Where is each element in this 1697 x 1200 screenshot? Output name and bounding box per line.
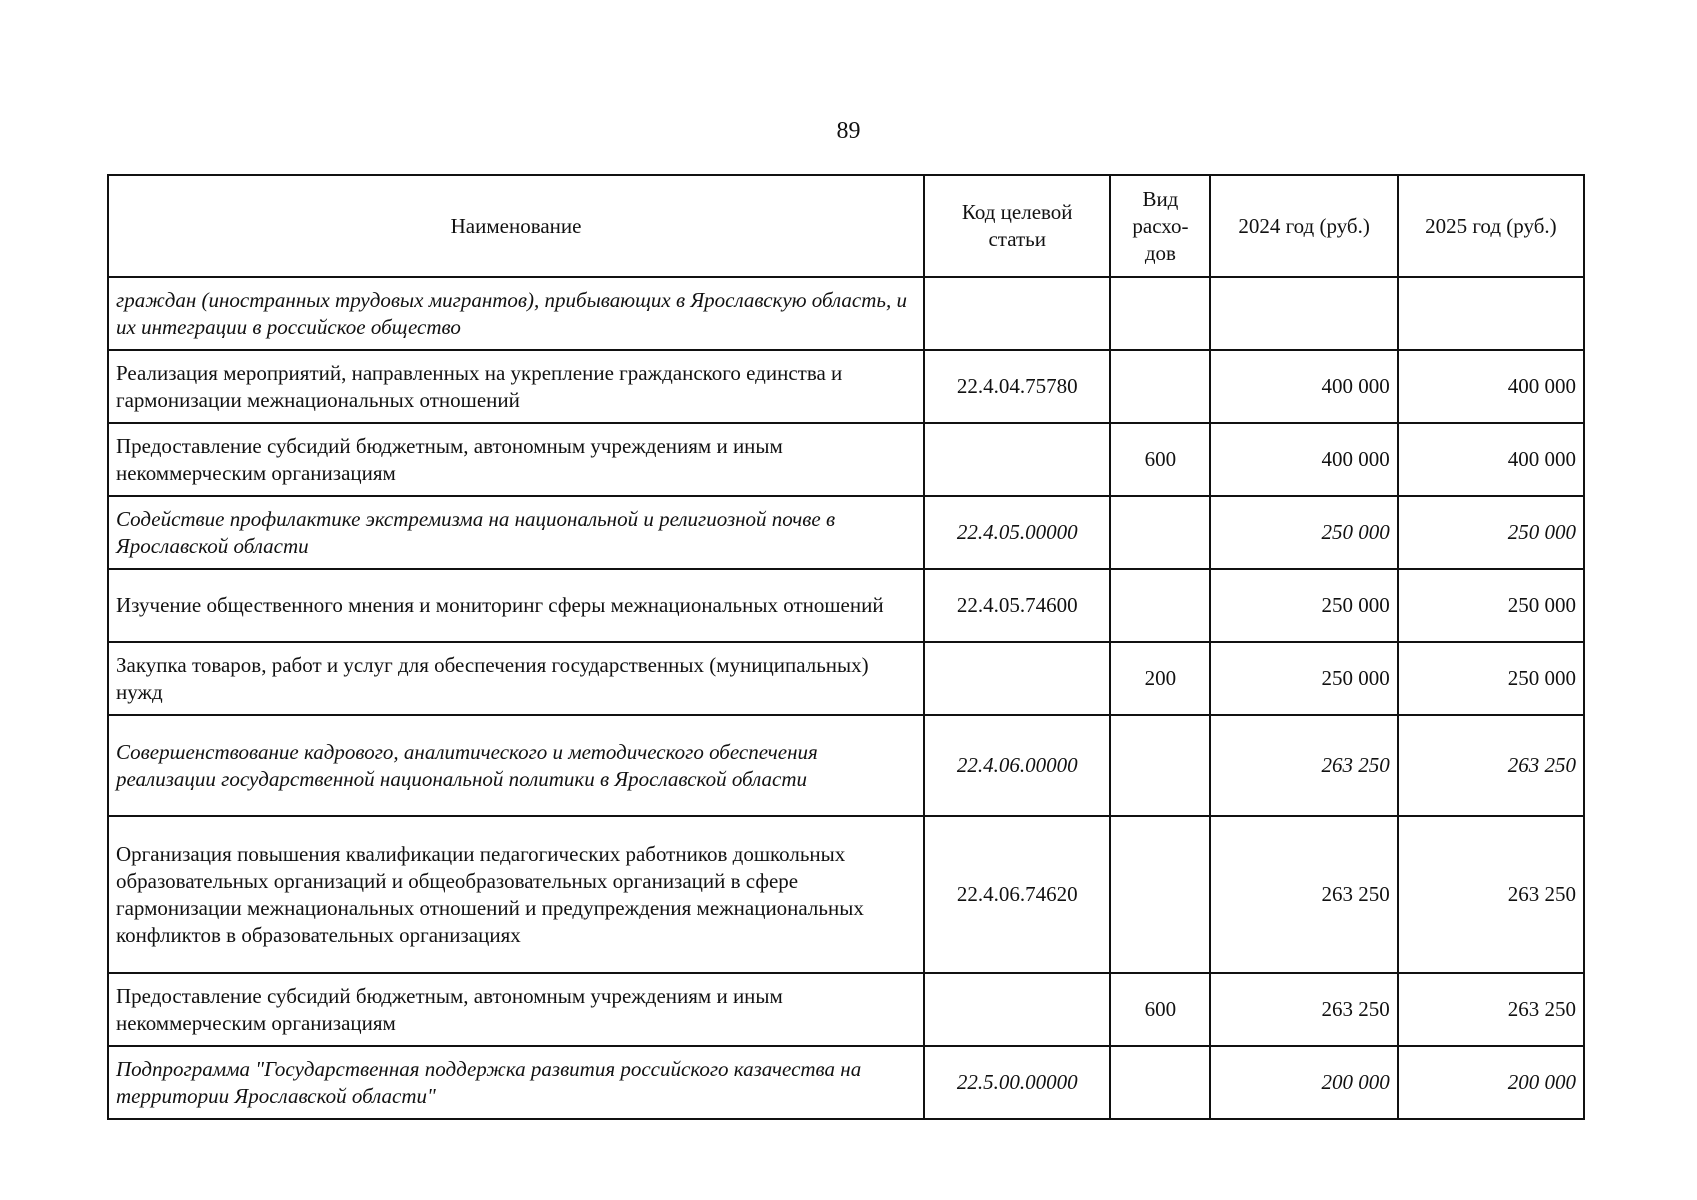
row-2025: 263 250 — [1398, 816, 1584, 973]
row-type — [1110, 1046, 1210, 1119]
row-code: 22.4.06.74620 — [924, 816, 1110, 973]
row-type — [1110, 496, 1210, 569]
header-code: Код целевой статьи — [924, 175, 1110, 277]
table-row — [108, 816, 1584, 973]
budget-table — [107, 174, 1585, 1120]
row-2025: 400 000 — [1398, 423, 1584, 496]
row-2024: 250 000 — [1210, 496, 1397, 569]
row-type: 600 — [1110, 973, 1210, 1046]
row-2024: 400 000 — [1210, 423, 1397, 496]
row-2025: 250 000 — [1398, 496, 1584, 569]
row-2024: 263 250 — [1210, 715, 1397, 816]
row-2025 — [1398, 277, 1584, 350]
row-name: Содействие профилактике экстремизма на национальной и религиозной почве в Ярославской области — [108, 496, 924, 569]
table-row — [108, 973, 1584, 1046]
row-2025: 250 000 — [1398, 569, 1584, 642]
table-header-row — [108, 175, 1584, 277]
row-name: граждан (иностранных трудовых мигрантов), прибывающих в Ярославскую область, и их интеграции в российское общество — [108, 277, 924, 350]
row-code: 22.5.00.00000 — [924, 1046, 1110, 1119]
row-2025: 263 250 — [1398, 715, 1584, 816]
row-name: Совершенствование кадрового, аналитического и методического обеспечения реализации государственной национальной политики в Ярославской области — [108, 715, 924, 816]
row-2024: 250 000 — [1210, 569, 1397, 642]
row-name: Предоставление субсидий бюджетным, автономным учреждениям и иным некоммерческим организациям — [108, 973, 924, 1046]
row-type — [1110, 816, 1210, 973]
row-2025: 200 000 — [1398, 1046, 1584, 1119]
table-row — [108, 642, 1584, 715]
row-2025: 250 000 — [1398, 642, 1584, 715]
row-code: 22.4.04.75780 — [924, 350, 1110, 423]
row-type — [1110, 277, 1210, 350]
row-2024: 263 250 — [1210, 816, 1397, 973]
row-name: Реализация мероприятий, направленных на укрепление гражданского единства и гармонизации межнациональных отношений — [108, 350, 924, 423]
row-name: Предоставление субсидий бюджетным, автономным учреждениям и иным некоммерческим организациям — [108, 423, 924, 496]
row-2024: 250 000 — [1210, 642, 1397, 715]
table-row — [108, 277, 1584, 350]
table-row — [108, 350, 1584, 423]
row-type — [1110, 569, 1210, 642]
header-name: Наименование — [108, 175, 924, 277]
row-code: 22.4.05.74600 — [924, 569, 1110, 642]
row-code — [924, 423, 1110, 496]
table-row — [108, 496, 1584, 569]
row-code: 22.4.06.00000 — [924, 715, 1110, 816]
row-code — [924, 973, 1110, 1046]
row-code: 22.4.05.00000 — [924, 496, 1110, 569]
row-2024: 263 250 — [1210, 973, 1397, 1046]
row-type — [1110, 715, 1210, 816]
header-type: Вид расхо-дов — [1110, 175, 1210, 277]
page-number: 89 — [836, 118, 861, 144]
row-code — [924, 277, 1110, 350]
row-2025: 263 250 — [1398, 973, 1584, 1046]
table-row — [108, 569, 1584, 642]
row-type: 600 — [1110, 423, 1210, 496]
row-2024: 200 000 — [1210, 1046, 1397, 1119]
row-name: Изучение общественного мнения и мониторинг сферы межнациональных отношений — [108, 569, 924, 642]
table-row — [108, 1046, 1584, 1119]
row-2024 — [1210, 277, 1397, 350]
table-row — [108, 715, 1584, 816]
table-row — [108, 423, 1584, 496]
row-type: 200 — [1110, 642, 1210, 715]
row-name: Подпрограмма "Государственная поддержка развития российского казачества на территории Ярославской области" — [108, 1046, 924, 1119]
row-code — [924, 642, 1110, 715]
row-2025: 400 000 — [1398, 350, 1584, 423]
row-name: Закупка товаров, работ и услуг для обеспечения государственных (муниципальных) нужд — [108, 642, 924, 715]
row-2024: 400 000 — [1210, 350, 1397, 423]
row-name: Организация повышения квалификации педагогических работников дошкольных образовательных организаций и общеобразовательных организаций в сфере гармонизации межнациональных отношений и предупреждения межнациональных конфликтов в образовательных организациях — [108, 816, 924, 973]
header-2024: 2024 год (руб.) — [1210, 175, 1397, 277]
row-type — [1110, 350, 1210, 423]
header-2025: 2025 год (руб.) — [1398, 175, 1584, 277]
